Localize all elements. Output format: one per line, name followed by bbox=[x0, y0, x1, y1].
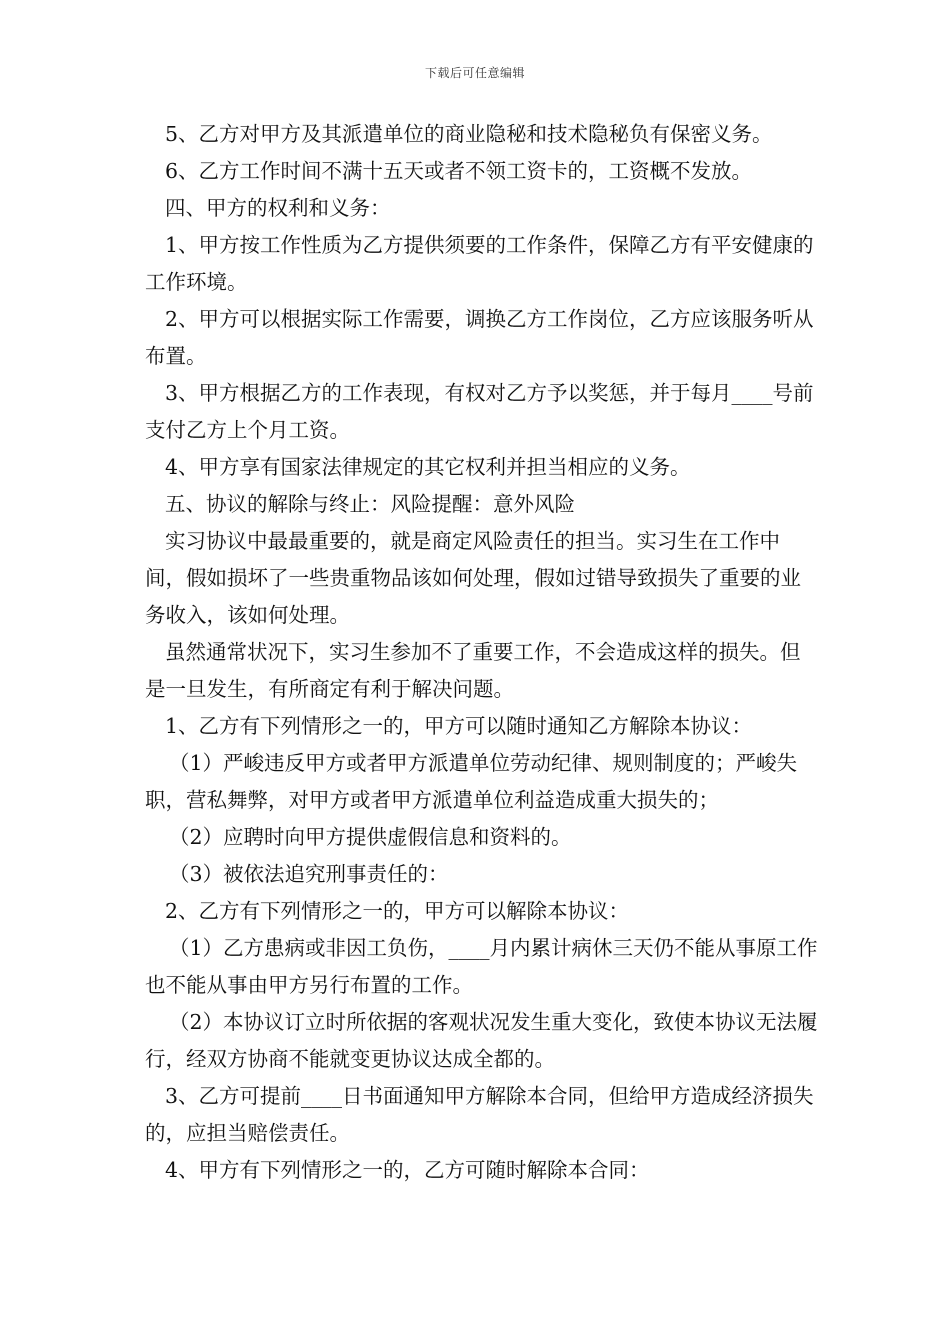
paragraph-termination-2-item-2: （2）本协议订立时所依据的客观状况发生重大变化，致使本协议无法履行，经双方协商不能就变更协议达成全都的。 bbox=[145, 1010, 818, 1071]
paragraph-termination-1-item-1: （1）严峻违反甲方或者甲方派遣单位劳动纪律、规则制度的；严峻失职，营私舞弊，对甲方或者甲方派遣单位利益造成重大损失的； bbox=[145, 751, 798, 812]
paragraph-termination-4: 4、甲方有下列情形之一的，乙方可随时解除本合同： bbox=[165, 1158, 650, 1182]
document-body bbox=[145, 116, 820, 1189]
page-header: 下载后可任意编辑 bbox=[424, 66, 525, 80]
paragraph-employer-2: 2、甲方可以根据实际工作需要，调换乙方工作岗位，乙方应该服务听从布置。 bbox=[145, 307, 814, 368]
paragraph-risk-2: 虽然通常状况下，实习生参加不了重要工作，不会造成这样的损失。但是一旦发生，有所商定有利于解决问题。 bbox=[145, 640, 801, 701]
paragraph-termination-2-item-1: （1）乙方患病或非因工负伤，____月内累计病休三天仍不能从事原工作也不能从事由甲方另行布置的工作。 bbox=[145, 936, 818, 997]
section-heading-5: 五、协议的解除与终止：风险提醒：意外风险 bbox=[165, 492, 575, 516]
paragraph-clause-6: 6、乙方工作时间不满十五天或者不领工资卡的，工资概不发放。 bbox=[165, 159, 753, 183]
paragraph-clause-5: 5、乙方对甲方及其派遣单位的商业隐秘和技术隐秘负有保密义务。 bbox=[165, 122, 773, 146]
paragraph-employer-4: 4、甲方享有国家法律规定的其它权利并担当相应的义务。 bbox=[165, 455, 691, 479]
paragraph-termination-1: 1、乙方有下列情形之一的，甲方可以随时通知乙方解除本协议： bbox=[165, 714, 753, 738]
paragraph-termination-1-item-2: （2）应聘时向甲方提供虚假信息和资料的。 bbox=[169, 825, 572, 849]
paragraph-employer-1: 1、甲方按工作性质为乙方提供须要的工作条件，保障乙方有平安健康的工作环境。 bbox=[145, 233, 814, 294]
section-heading-4: 四、甲方的权利和义务： bbox=[165, 196, 391, 220]
paragraph-employer-3: 3、甲方根据乙方的工作表现，有权对乙方予以奖惩，并于每月____号前支付乙方上个月工资。 bbox=[145, 381, 814, 442]
paragraph-termination-2: 2、乙方有下列情形之一的，甲方可以解除本协议： bbox=[165, 899, 630, 923]
paragraph-termination-1-item-3: （3）被依法追究刑事责任的： bbox=[169, 862, 449, 886]
paragraph-risk-1: 实习协议中最最重要的，就是商定风险责任的担当。实习生在工作中间，假如损坏了一些贵重物品该如何处理，假如过错导致损失了重要的业务收入，该如何处理。 bbox=[145, 529, 801, 627]
paragraph-termination-3: 3、乙方可提前____日书面通知甲方解除本合同，但给甲方造成经济损失的，应担当赔偿责任。 bbox=[145, 1084, 814, 1145]
